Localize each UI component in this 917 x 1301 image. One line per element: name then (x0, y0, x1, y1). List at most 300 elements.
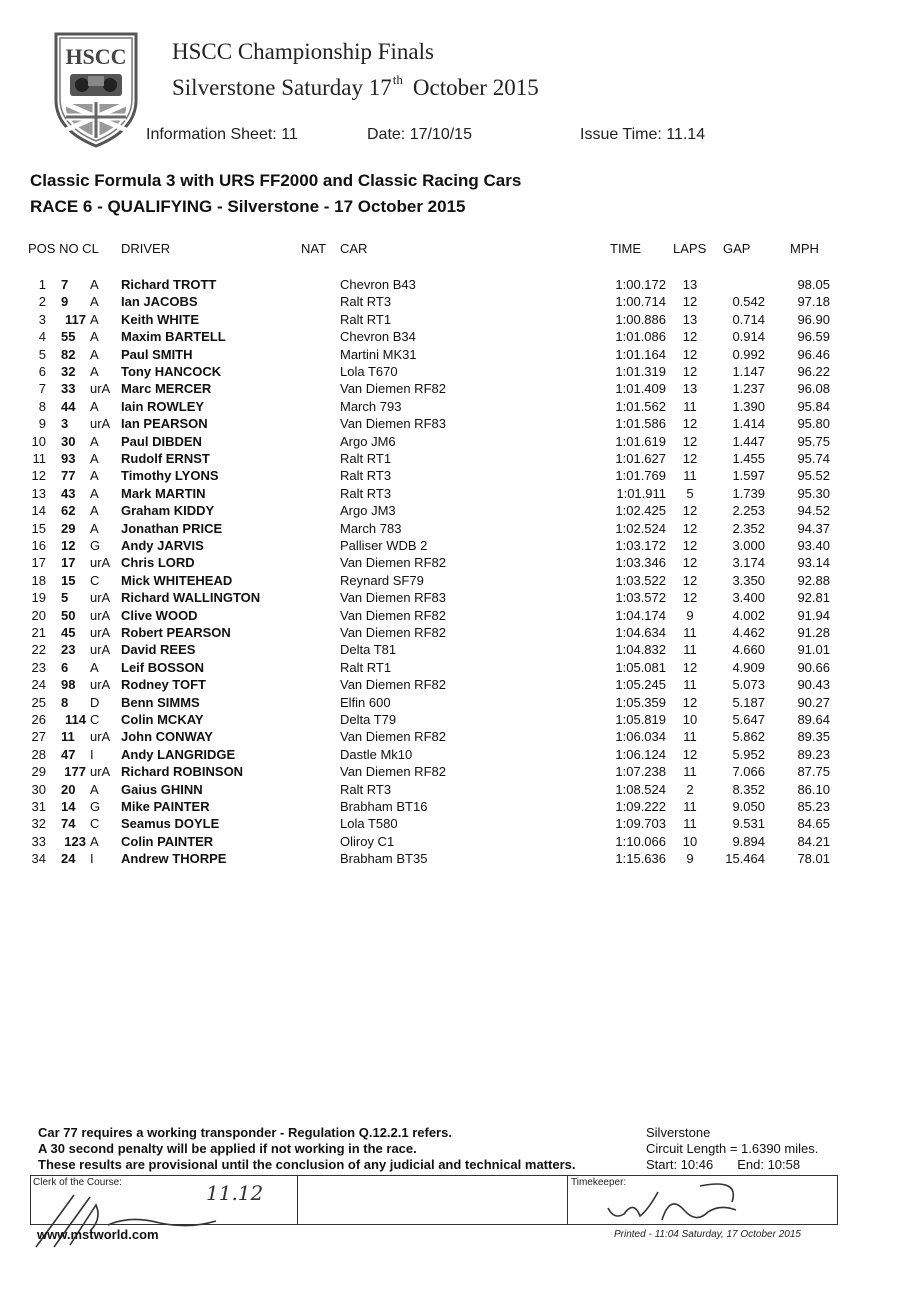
laps-cell: 11 (683, 625, 697, 640)
pos-cell: 11 (32, 451, 46, 466)
gap-cell: 9.894 (732, 833, 765, 849)
col-header-driver: DRIVER (121, 241, 171, 256)
event-subtitle: Silverstone Saturday 17th October 2015 (172, 72, 539, 100)
laps-cell: 11 (683, 468, 697, 484)
clerk-handwritten-time: 11.12 (206, 1181, 264, 1205)
car-number-cell: 55 (61, 329, 76, 345)
lap-time-cell: 1:01.164 (615, 346, 666, 362)
table-row (0, 398, 917, 415)
class-cell: A (90, 329, 99, 345)
class-cell: A (90, 364, 99, 379)
info-sheet-number: Information Sheet: 11 (146, 126, 298, 143)
laps-cell: 9 (686, 851, 694, 867)
gap-cell: 1.447 (732, 433, 765, 449)
gap-cell: 5.952 (732, 746, 765, 762)
circuit-length: Circuit Length = 1.6390 miles. (646, 1141, 819, 1156)
class-cell: A (90, 294, 99, 310)
driver-cell: Iain ROWLEY (121, 398, 205, 414)
printed-timestamp: Printed - 11:04 Saturday, 17 October 2015 (614, 1229, 801, 1240)
car-number-cell: 47 (61, 746, 76, 762)
hscc-logo (52, 30, 140, 148)
signature-divider (297, 1175, 298, 1224)
end-time: End: 10:58 (737, 1157, 801, 1172)
lap-time-cell: 1:05.081 (615, 659, 666, 675)
class-cell: A (90, 485, 99, 501)
pos-cell: 8 (38, 398, 46, 414)
car-cell: Van Diemen RF82 (340, 625, 446, 640)
class-cell: A (90, 468, 99, 484)
mph-cell: 95.74 (797, 451, 830, 466)
car-cell: Ralt RT3 (340, 781, 392, 797)
driver-cell: Graham KIDDY (121, 503, 215, 519)
car-number-cell: 50 (61, 607, 76, 623)
car-cell: Ralt RT1 (340, 659, 392, 675)
car-cell: Elfin 600 (340, 694, 391, 710)
driver-cell: Mike PAINTER (121, 799, 210, 814)
circuit-name: Silverstone (646, 1125, 711, 1140)
laps-cell: 12 (682, 555, 698, 571)
table-row (0, 346, 917, 363)
mph-cell: 95.52 (797, 468, 830, 484)
car-cell: Ralt RT3 (340, 294, 392, 310)
pos-cell: 14 (31, 503, 46, 519)
lap-time-cell: 1:05.359 (615, 694, 666, 710)
pos-cell: 7 (38, 381, 46, 397)
car-number-cell: 44 (61, 398, 76, 414)
gap-cell: 5.187 (732, 694, 765, 710)
lap-time-cell: 1:03.522 (615, 572, 666, 588)
mph-cell: 94.52 (797, 503, 830, 519)
pos-cell: 29 (31, 764, 46, 780)
gap-cell: 1.597 (732, 468, 765, 484)
driver-cell: Seamus DOYLE (121, 816, 220, 832)
class-cell: A (90, 659, 99, 675)
class-cell: urA (90, 607, 111, 623)
pos-cell: 22 (31, 642, 46, 658)
table-row (0, 450, 917, 467)
class-cell: A (90, 311, 99, 327)
laps-cell: 12 (682, 329, 698, 345)
mph-cell: 91.01 (797, 642, 830, 658)
driver-cell: Rodney TOFT (121, 677, 206, 693)
laps-cell: 2 (686, 781, 694, 797)
car-cell: Van Diemen RF82 (340, 764, 446, 780)
mph-cell: 87.75 (797, 764, 830, 780)
class-cell: A (90, 346, 99, 362)
pos-cell: 21 (31, 625, 46, 640)
circuit-info (646, 1125, 818, 1173)
class-cell: D (90, 694, 100, 710)
table-row (0, 311, 917, 328)
car-cell: Ralt RT1 (340, 311, 392, 327)
gap-cell: 1.237 (732, 381, 765, 397)
class-cell: C (90, 712, 100, 727)
table-row (0, 624, 917, 641)
gap-cell: 0.542 (732, 294, 765, 310)
driver-cell: Keith WHITE (121, 311, 199, 327)
driver-cell: Marc MERCER (121, 381, 212, 397)
car-cell: Delta T81 (340, 642, 397, 658)
pos-cell: 6 (38, 364, 46, 379)
lap-time-cell: 1:00.714 (615, 294, 666, 310)
car-cell: Argo JM3 (340, 503, 396, 519)
gap-cell: 3.400 (732, 590, 765, 606)
car-number-cell: 17 (61, 555, 76, 571)
car-cell: Van Diemen RF83 (340, 416, 446, 432)
gap-cell: 1.739 (732, 485, 765, 501)
table-row (0, 833, 917, 850)
table-row (0, 554, 917, 571)
table-row (0, 485, 917, 502)
class-cell: A (90, 451, 99, 466)
table-row (0, 659, 917, 676)
laps-cell: 11 (683, 816, 697, 832)
car-number-cell: 6 (61, 659, 69, 675)
mph-cell: 91.94 (797, 607, 830, 623)
table-row (0, 276, 917, 293)
laps-cell: 13 (682, 277, 698, 292)
laps-cell: 11 (683, 729, 697, 745)
clerk-label: Clerk of the Course: (33, 1177, 122, 1188)
website-link[interactable]: www.mstworld.com (37, 1227, 159, 1242)
lap-time-cell: 1:04.832 (615, 642, 666, 658)
car-cell: Van Diemen RF82 (340, 729, 446, 745)
car-number-cell: 74 (61, 816, 76, 832)
mph-cell: 96.90 (797, 311, 830, 327)
driver-cell: Colin MCKAY (121, 712, 204, 727)
driver-cell: Ian JACOBS (121, 294, 198, 310)
gap-cell: 1.414 (732, 416, 765, 432)
lap-time-cell: 1:01.627 (615, 451, 666, 466)
table-row (0, 815, 917, 832)
class-cell: urA (90, 764, 111, 780)
table-row (0, 711, 917, 728)
pos-cell: 28 (31, 746, 46, 762)
gap-cell: 8.352 (732, 781, 765, 797)
car-cell: March 793 (340, 398, 402, 414)
gap-cell: 0.714 (732, 311, 765, 327)
lap-time-cell: 1:01.911 (616, 485, 666, 501)
lap-time-cell: 1:04.174 (615, 607, 666, 623)
car-cell: Brabham BT35 (340, 851, 428, 867)
pos-cell: 16 (31, 538, 46, 553)
lap-time-cell: 1:01.769 (615, 468, 666, 484)
class-cell: G (90, 538, 101, 553)
mph-cell: 89.64 (797, 712, 830, 727)
lap-time-cell: 1:01.086 (615, 329, 666, 345)
mph-cell: 95.84 (797, 398, 830, 414)
driver-cell: Timothy LYONS (121, 468, 219, 484)
car-number-cell: 43 (61, 485, 76, 501)
lap-time-cell: 1:07.238 (615, 764, 666, 780)
lap-time-cell: 1:06.034 (615, 729, 666, 745)
table-row (0, 763, 917, 780)
start-time: Start: 10:46 (646, 1157, 714, 1172)
mph-cell: 86.10 (797, 781, 830, 797)
car-cell: Reynard SF79 (340, 572, 424, 588)
lap-time-cell: 1:09.703 (615, 816, 666, 832)
car-number-cell: 8 (61, 694, 69, 710)
lap-time-cell: 1:04.634 (615, 625, 666, 640)
driver-cell: Mark MARTIN (121, 485, 206, 501)
col-header-time: TIME (610, 241, 642, 256)
class-cell: C (90, 816, 100, 832)
car-cell: Lola T670 (340, 364, 398, 379)
class-cell: I (90, 851, 94, 867)
mph-cell: 92.88 (797, 572, 830, 588)
col-header-pos-no-cl: POS NO CL (28, 241, 99, 256)
table-row (0, 293, 917, 310)
class-cell: A (90, 833, 99, 849)
table-row (0, 694, 917, 711)
mph-cell: 89.23 (797, 746, 830, 762)
driver-cell: Andy JARVIS (121, 538, 204, 553)
lap-time-cell: 1:01.562 (615, 398, 666, 414)
laps-cell: 12 (682, 572, 698, 588)
session-times (646, 1157, 818, 1173)
mph-cell: 92.81 (797, 590, 830, 606)
mph-cell: 84.21 (797, 833, 830, 849)
note-transponder: Car 77 requires a working transponder - Regulation Q.12.2.1 refers. (38, 1125, 452, 1140)
gap-cell: 5.647 (732, 712, 765, 727)
mph-cell: 96.08 (797, 381, 830, 397)
mph-cell: 90.43 (797, 677, 830, 693)
gap-cell: 4.462 (732, 625, 765, 640)
lap-time-cell: 1:00.172 (615, 277, 666, 292)
laps-cell: 12 (682, 346, 698, 362)
table-row (0, 502, 917, 519)
col-header-laps: LAPS (673, 241, 707, 256)
lap-time-cell: 1:02.524 (615, 520, 666, 536)
car-cell: Van Diemen RF82 (340, 381, 446, 397)
pos-cell: 12 (31, 468, 46, 484)
table-row (0, 433, 917, 450)
class-cell: A (90, 503, 99, 519)
laps-cell: 10 (682, 712, 698, 727)
mph-cell: 90.27 (797, 694, 830, 710)
driver-cell: Mick WHITEHEAD (121, 572, 233, 588)
driver-cell: Robert PEARSON (121, 625, 231, 640)
gap-cell: 15.464 (725, 851, 765, 867)
gap-cell: 3.350 (732, 572, 765, 588)
laps-cell: 12 (682, 294, 698, 310)
driver-cell: Jonathan PRICE (121, 520, 223, 536)
lap-time-cell: 1:01.409 (615, 381, 666, 397)
driver-cell: Ian PEARSON (121, 416, 208, 432)
pos-cell: 30 (31, 781, 46, 797)
laps-cell: 11 (683, 642, 697, 658)
driver-cell: Chris LORD (121, 555, 195, 571)
pos-cell: 3 (38, 311, 46, 327)
car-cell: Ralt RT1 (340, 451, 392, 466)
col-header-car: CAR (340, 241, 368, 256)
laps-cell: 11 (683, 398, 697, 414)
laps-cell: 12 (682, 590, 698, 606)
pos-cell: 15 (31, 520, 46, 536)
lap-time-cell: 1:06.124 (615, 746, 666, 762)
race-session-title: RACE 6 - QUALIFYING - Silverstone - 17 October 2015 (30, 197, 466, 216)
laps-cell: 13 (682, 311, 698, 327)
info-date: Date: 17/10/15 (367, 126, 472, 143)
driver-cell: Paul SMITH (121, 346, 193, 362)
car-number-cell: 9 (61, 294, 69, 310)
car-cell: March 783 (340, 520, 402, 536)
lap-time-cell: 1:03.346 (615, 555, 666, 571)
gap-cell: 9.531 (732, 816, 765, 832)
car-number-cell: 23 (61, 642, 76, 658)
pos-cell: 26 (31, 712, 46, 727)
laps-cell: 5 (686, 485, 694, 501)
mph-cell: 84.65 (797, 816, 830, 832)
pos-cell: 24 (31, 677, 46, 693)
class-cell: urA (90, 625, 111, 640)
class-cell: urA (90, 381, 111, 397)
car-number-cell: 93 (61, 451, 76, 466)
laps-cell: 11 (683, 764, 697, 780)
gap-cell: 1.455 (732, 451, 765, 466)
class-cell: urA (90, 590, 111, 606)
table-row (0, 589, 917, 606)
pos-cell: 18 (31, 572, 46, 588)
car-cell: Van Diemen RF83 (340, 590, 446, 606)
pos-cell: 2 (38, 294, 46, 310)
car-number-cell: 15 (61, 572, 76, 588)
note-penalty: A 30 second penalty will be applied if not working in the race. (38, 1141, 417, 1156)
lap-time-cell: 1:02.425 (615, 503, 666, 519)
lap-time-cell: 1:01.586 (615, 416, 666, 432)
lap-time-cell: 1:08.524 (615, 781, 666, 797)
driver-cell: David REES (121, 642, 196, 658)
class-cell: urA (90, 729, 111, 745)
driver-cell: Maxim BARTELL (121, 329, 226, 345)
car-number-cell: 24 (61, 851, 76, 867)
driver-cell: Tony HANCOCK (121, 364, 222, 379)
note-provisional: These results are provisional until the conclusion of any judicial and technical matters. (38, 1157, 576, 1172)
gap-cell: 1.390 (732, 398, 765, 414)
gap-cell: 7.066 (732, 764, 765, 780)
pos-cell: 31 (31, 799, 46, 814)
car-number-cell: 177 (64, 764, 86, 780)
car-cell: Brabham BT16 (340, 799, 428, 814)
table-row (0, 676, 917, 693)
car-cell: Van Diemen RF82 (340, 677, 446, 693)
mph-cell: 96.59 (797, 329, 830, 345)
laps-cell: 13 (682, 381, 698, 397)
race-series-title: Classic Formula 3 with URS FF2000 and Classic Racing Cars (30, 171, 522, 190)
car-number-cell: 98 (61, 677, 76, 693)
lap-time-cell: 1:09.222 (615, 799, 666, 814)
car-number-cell: 33 (61, 381, 76, 397)
table-row (0, 467, 917, 484)
car-number-cell: 12 (61, 538, 76, 553)
class-cell: A (90, 433, 99, 449)
regulation-notes (38, 1125, 575, 1173)
pos-cell: 32 (31, 816, 46, 832)
driver-cell: Clive WOOD (121, 607, 198, 623)
gap-cell: 1.147 (732, 364, 765, 379)
table-row (0, 328, 917, 345)
class-cell: urA (90, 642, 111, 658)
mph-cell: 95.30 (797, 485, 830, 501)
lap-time-cell: 1:03.172 (615, 538, 666, 553)
lap-time-cell: 1:00.886 (615, 311, 666, 327)
timekeeper-signature (600, 1180, 750, 1230)
car-cell: Martini MK31 (340, 346, 417, 362)
car-number-cell: 123 (64, 833, 86, 849)
class-cell: urA (90, 677, 111, 693)
pos-cell: 25 (31, 694, 46, 710)
mph-cell: 85.23 (797, 799, 830, 814)
gap-cell: 2.352 (732, 520, 765, 536)
mph-cell: 96.22 (797, 364, 830, 379)
gap-cell: 3.000 (732, 538, 765, 553)
laps-cell: 12 (682, 503, 698, 519)
col-header-gap: GAP (723, 241, 751, 256)
laps-cell: 12 (682, 416, 698, 432)
driver-cell: Colin PAINTER (121, 833, 214, 849)
table-row (0, 380, 917, 397)
driver-cell: Leif BOSSON (121, 659, 205, 675)
gap-cell: 0.914 (732, 329, 765, 345)
driver-cell: Benn SIMMS (121, 694, 200, 710)
car-cell: Chevron B43 (340, 277, 416, 292)
laps-cell: 12 (682, 364, 698, 379)
svg-text:HSCC: HSCC (65, 44, 127, 69)
laps-cell: 9 (686, 607, 694, 623)
laps-cell: 12 (682, 451, 698, 466)
mph-cell: 98.05 (797, 277, 830, 292)
pos-cell: 27 (31, 729, 46, 745)
car-cell: Argo JM6 (340, 433, 396, 449)
pos-cell: 33 (31, 833, 46, 849)
mph-cell: 95.75 (797, 433, 830, 449)
driver-cell: Andrew THORPE (121, 851, 227, 867)
car-number-cell: 45 (61, 625, 76, 640)
mph-cell: 97.18 (797, 294, 830, 310)
laps-cell: 11 (683, 677, 697, 693)
car-number-cell: 7 (61, 277, 69, 292)
car-cell: Van Diemen RF82 (340, 607, 446, 623)
pos-cell: 10 (31, 433, 46, 449)
table-row (0, 641, 917, 658)
driver-cell: John CONWAY (121, 729, 213, 745)
lap-time-cell: 1:15.636 (615, 851, 666, 867)
mph-cell: 91.28 (797, 625, 830, 640)
mph-cell: 89.35 (797, 729, 830, 745)
pos-cell: 13 (31, 485, 46, 501)
laps-cell: 12 (682, 746, 698, 762)
gap-cell: 5.073 (732, 677, 765, 693)
mph-cell: 93.14 (797, 555, 830, 571)
lap-time-cell: 1:05.819 (615, 712, 666, 727)
driver-cell: Richard TROTT (121, 277, 217, 292)
gap-cell: 0.992 (732, 346, 765, 362)
pos-cell: 17 (31, 555, 46, 571)
car-number-cell: 3 (61, 416, 69, 432)
car-cell: Delta T79 (340, 712, 397, 727)
car-cell: Dastle Mk10 (340, 746, 413, 762)
gap-cell: 4.002 (732, 607, 765, 623)
issue-time: Issue Time: 11.14 (580, 126, 706, 143)
lap-time-cell: 1:01.619 (615, 433, 666, 449)
laps-cell: 11 (683, 799, 697, 814)
class-cell: A (90, 398, 99, 414)
car-number-cell: 29 (61, 520, 76, 536)
car-number-cell: 114 (65, 712, 86, 727)
signature-divider (567, 1175, 568, 1224)
driver-cell: Paul DIBDEN (121, 433, 202, 449)
gap-cell: 9.050 (732, 799, 765, 814)
